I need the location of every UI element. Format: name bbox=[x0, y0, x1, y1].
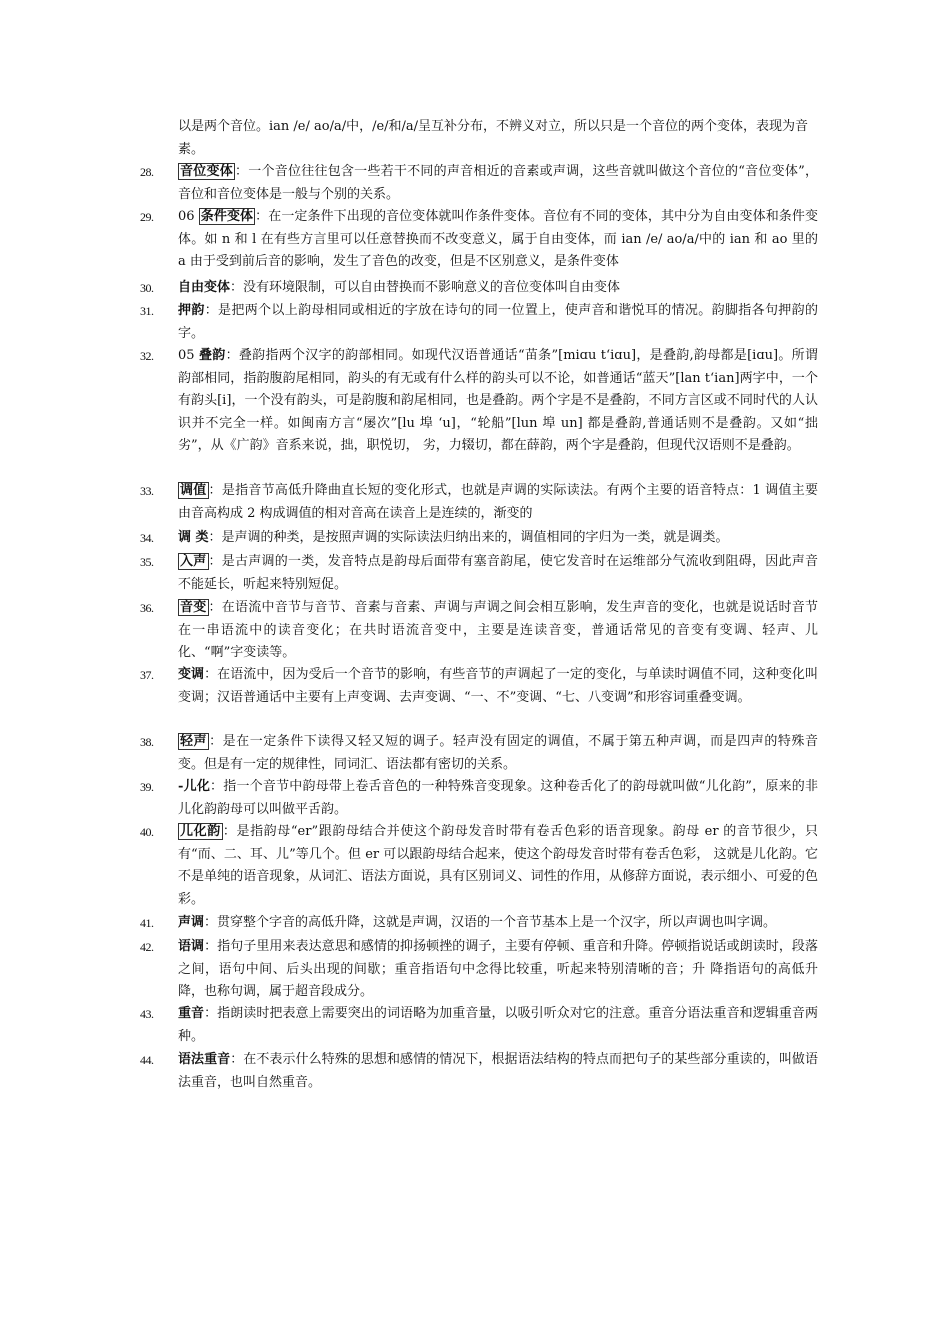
entry-term: 叠韵 bbox=[198, 348, 226, 363]
entry-number: 42. bbox=[140, 940, 154, 954]
glossary-entry bbox=[140, 277, 820, 300]
entry-number: 31. bbox=[140, 304, 154, 318]
glossary-entry bbox=[140, 345, 820, 458]
entry-definition: ：一个音位往往包含一些若干不同的声音相近的音素或声调，这些音就叫做这个音位的“音位变体”，音位和音位变体是一般与个别的关系。 bbox=[178, 164, 818, 202]
entry-body bbox=[178, 527, 818, 550]
entry-body bbox=[178, 597, 818, 665]
entry-body bbox=[178, 206, 818, 274]
entry-term: 自由变体 bbox=[178, 280, 231, 295]
entry-definition: ：指朗读时把表意上需要突出的词语略为加重音量，以吸引听众对它的注意。重音分语法重音和逻辑重音两种。 bbox=[178, 1006, 818, 1044]
glossary-entry bbox=[140, 597, 820, 665]
entry-body bbox=[178, 731, 818, 776]
entry-body bbox=[178, 345, 818, 458]
entry-definition: ：没有环境限制，可以自由替换而不影响意义的音位变体叫自由变体 bbox=[230, 280, 621, 295]
glossary-entry bbox=[140, 527, 820, 550]
entry-number: 37. bbox=[140, 668, 154, 682]
entry-term: 变调 bbox=[178, 667, 205, 682]
entry-body bbox=[178, 936, 818, 1004]
entry-definition: ：指句子里用来表达意思和感情的抑扬顿挫的调子，主要有停顿、重音和升降。停顿指说话或朗读时，段落之间，语句中间、后头出现的间歇；重音指语句中念得比较重，听起来特别清晰的音；升 降指语句的高低升降，也称句调，属于超音段成分。 bbox=[178, 939, 818, 999]
entry-body bbox=[178, 912, 818, 935]
entry-term: 调值 bbox=[180, 483, 207, 498]
entry-number: 40. bbox=[140, 825, 154, 839]
entry-number: 30. bbox=[140, 281, 154, 295]
entry-term: -儿化 bbox=[178, 779, 211, 794]
entry-definition: ：是指韵母“er”跟韵母结合并使这个韵母发音时带有卷舌色彩的语音现象。韵母 er 的音节很少，只有“而、二、耳、儿”等几个。但 er 可以跟韵母结合起来，使这个韵母发音时带有卷舌色彩， 这就是儿化韵。它不是单纯的语音现象，从词汇、语法方面说，具有区别词义、词性的作用，从修辞方面说，表示细小、可爱的色彩。 bbox=[178, 824, 818, 907]
glossary-entry bbox=[140, 1049, 820, 1094]
entry-number: 44. bbox=[140, 1053, 154, 1067]
entry-term: 音变 bbox=[180, 600, 207, 615]
continuation-paragraph: 以是两个音位。ian /e/ ao/a/中，/e/和/a/呈互补分布，不辨义对立，所以只是一个音位的两个变体，表现为音素。 bbox=[178, 119, 809, 157]
entry-body bbox=[178, 551, 818, 596]
entry-body bbox=[178, 300, 818, 345]
entry-term: 入声 bbox=[180, 554, 207, 569]
entry-body bbox=[178, 1003, 818, 1048]
entry-number: 41. bbox=[140, 916, 154, 930]
entry-prefix: 06 bbox=[178, 209, 199, 224]
entry-definition: ：在语流中音节与音节、音素与音素、声调与声调之间会相互影响，发生声音的变化，也就是说话时音节在一串语流中的读音变化；在共时语流音变中，主要是连读音变，普通话常见的音变有变调、轻声、儿化、“啊”字变读等。 bbox=[178, 600, 818, 660]
entry-definition: ：是指音节高低升降曲直长短的变化形式，也就是声调的实际读法。有两个主要的语音特点：1 调值主要由音高构成 2 构成调值的相对音高在读音上是连续的，渐变的 bbox=[178, 483, 818, 521]
entry-body bbox=[178, 161, 818, 206]
entry-term: 条件变体 bbox=[200, 209, 254, 224]
entry-definition: ：叠韵指两个汉字的韵部相同。如现代汉语普通话“苗条”[miɑu t‘iɑu]，是叠韵,韵母都是[iɑu]。所谓韵部相同，指韵腹韵尾相同，韵头的有无或有什么样的韵头可以不论，如普通话“蓝天”[lan t‘ian]两字中，一个有韵头[i]，一个没有韵头，可是韵腹和韵尾相同，也是叠韵。两个字是不是叠韵，不同方言区或不同时代的人认识并不完全一样。如闽南方言“屡次”[lu 埠 ‘u]，“轮船”[lun 埠 un] 都是叠韵,普通话则不是叠韵。又如“拙劣”，从《广韵》音系来说，拙，职悦切， 劣，力辍切，都在薛韵，两个字是叠韵，但现代汉语则不是叠韵。 bbox=[178, 348, 818, 453]
entry-number: 29. bbox=[140, 210, 154, 224]
entry-definition: ：指一个音节中韵母带上卷舌音色的一种特殊音变现象。这种卷舌化了的韵母就叫做“儿化韵”，原来的非儿化韵韵母可以叫做平舌韵。 bbox=[178, 779, 818, 817]
glossary-entry bbox=[140, 1003, 820, 1048]
entry-term: 语调 bbox=[178, 939, 205, 954]
entry-term: 押韵 bbox=[178, 303, 205, 318]
entry-body bbox=[178, 1049, 818, 1094]
glossary-entry bbox=[140, 912, 820, 935]
glossary-entry bbox=[140, 551, 820, 596]
glossary-entry bbox=[140, 936, 820, 1004]
entry-number: 32. bbox=[140, 349, 154, 363]
glossary-entry bbox=[140, 731, 820, 776]
entry-number: 34. bbox=[140, 531, 154, 545]
entry-number: 28. bbox=[140, 165, 154, 179]
entry-definition: ：贯穿整个字音的高低升降，这就是声调，汉语的一个音节基本上是一个汉字，所以声调也叫字调。 bbox=[204, 915, 777, 930]
entry-number: 38. bbox=[140, 735, 154, 749]
entry-number: 35. bbox=[140, 555, 154, 569]
glossary-entry bbox=[140, 664, 820, 709]
entry-definition: ：是在一定条件下读得又轻又短的调子。轻声没有固定的调值，不属于第五种声调，而是四声的特殊音变。但是有一定的规律性，同词汇、语法都有密切的关系。 bbox=[178, 734, 818, 772]
entry-body bbox=[178, 776, 818, 821]
entry-body bbox=[178, 664, 818, 709]
entry-term: 语法重音 bbox=[178, 1052, 231, 1067]
entry-body bbox=[178, 277, 818, 300]
glossary-entry bbox=[140, 821, 820, 911]
entry-term: 调 类 bbox=[178, 530, 209, 545]
entry-definition: ：在一定条件下出现的音位变体就叫作条件变体。音位有不同的变体，其中分为自由变体和条件变体。如 n 和 l 在有些方言里可以任意替换而不改变意义，属于自由变体，而 ian /e/ ao/a/中的 ian 和 ao 里的 a 由于受到前后音的影响，发生了音色的改变，但是不区别意义，是条件变体 bbox=[178, 209, 818, 269]
glossary-entry bbox=[140, 206, 820, 274]
entry-term: 声调 bbox=[178, 915, 205, 930]
entry-term: 轻声 bbox=[180, 734, 208, 749]
entry-prefix: 05 bbox=[178, 348, 199, 363]
entry-definition: ：在语流中，因为受后一个音节的影响，有些音节的声调起了一定的变化，与单读时调值不同，这种变化叫变调；汉语普通话中主要有上声变调、去声变调、“一、不”变调、“七、八变调”和形容词重叠变调。 bbox=[178, 667, 818, 705]
entry-number: 43. bbox=[140, 1007, 154, 1021]
entry-term: 重音 bbox=[178, 1006, 205, 1021]
glossary-entry bbox=[140, 480, 820, 525]
entry-definition: ：是声调的种类，是按照声调的实际读法归纳出来的，调值相同的字归为一类，就是调类。 bbox=[208, 530, 729, 545]
glossary-entry bbox=[140, 300, 820, 345]
entry-definition: ：在不表示什么特殊的思想和感情的情况下，根据语法结构的特点而把句子的某些部分重读的，叫做语法重音，也叫自然重音。 bbox=[178, 1052, 818, 1090]
entry-definition: ：是把两个以上韵母相同或相近的字放在诗句的同一位置上，使声音和谐悦耳的情况。韵脚指各句押韵的字。 bbox=[178, 303, 818, 341]
glossary-entry bbox=[140, 776, 820, 821]
entry-term: 音位变体 bbox=[180, 164, 233, 179]
entry-number: 33. bbox=[140, 484, 154, 498]
entry-term: 儿化韵 bbox=[180, 824, 221, 839]
entry-body bbox=[178, 480, 818, 525]
entry-number: 39. bbox=[140, 780, 154, 794]
entry-number: 36. bbox=[140, 601, 154, 615]
glossary-entry bbox=[140, 161, 820, 206]
entry-body bbox=[178, 821, 818, 911]
entry-definition: ：是古声调的一类，发音特点是韵母后面带有塞音韵尾，使它发音时在运维部分气流收到阻碍，因此声音不能延长，听起来特别短促。 bbox=[178, 554, 818, 592]
